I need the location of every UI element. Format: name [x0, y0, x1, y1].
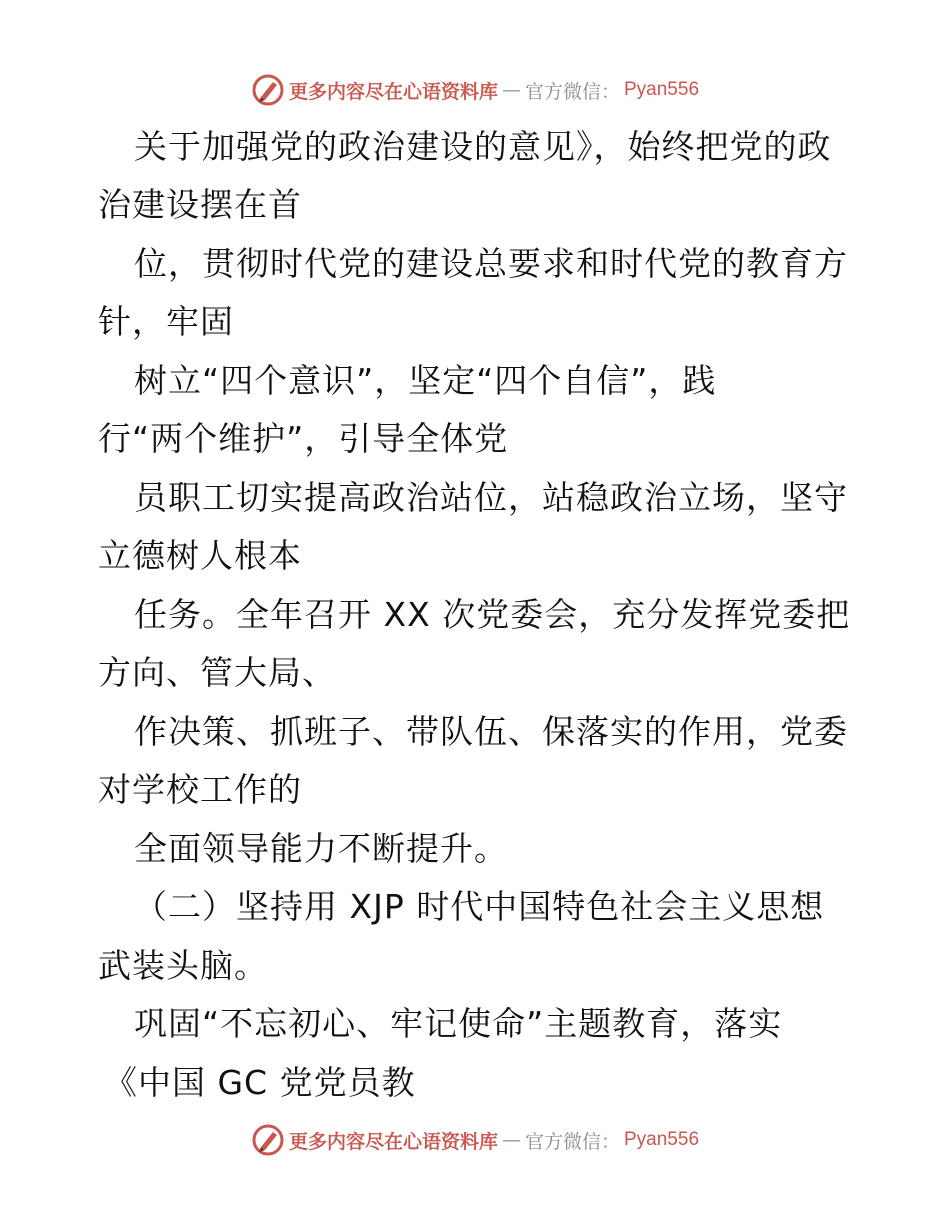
pen-logo-icon — [251, 1123, 285, 1157]
watermark-wechat-label: 官方微信： — [524, 1130, 620, 1153]
text-line: 行“两个维护”，引导全体党 — [98, 419, 509, 458]
watermark-text: 更多内容尽在心语资料库 — [288, 80, 498, 103]
watermark-wechat-label: 官方微信： — [524, 80, 620, 103]
text-line: 位，贯彻时代党的建设总要求和时代党的教育方 — [134, 244, 848, 283]
watermark-text: 更多内容尽在心语资料库 — [288, 1130, 498, 1153]
text-line: 治建设摆在首 — [98, 185, 302, 224]
text-line: 树立“四个意识”，坚定“四个自信”，践 — [134, 361, 717, 400]
text-line: 巩固“不忘初心、牢记使命”主题教育，落实 — [134, 1004, 783, 1043]
watermark-footer — [0, 1120, 950, 1160]
watermark-header — [0, 70, 950, 110]
pen-logo-icon — [251, 73, 285, 107]
watermark-wechat-id: Pyan556 — [624, 1129, 700, 1150]
text-line: 方向、管大局、 — [98, 653, 336, 692]
text-line: 针，牢固 — [98, 302, 234, 341]
section-heading: （二）坚持用 XJP 时代中国特色社会主义思想 — [134, 887, 825, 926]
text-line: 立德树人根本 — [98, 536, 302, 575]
text-line: 《中国 GC 党党员教 — [104, 1063, 416, 1102]
text-line: 员职工切实提高政治站位，站稳政治立场，坚守 — [134, 478, 848, 517]
watermark-separator: — — [501, 1129, 521, 1151]
text-line: 关于加强党的政治建设的意见》，始终把党的政 — [134, 127, 832, 166]
text-line: 任务。全年召开 XX 次党委会，充分发挥党委把 — [134, 595, 851, 634]
text-line: 作决策、抓班子、带队伍、保落实的作用，党委 — [134, 712, 848, 751]
text-line: 全面领导能力不断提升。 — [134, 829, 508, 868]
watermark-wechat-id: Pyan556 — [624, 79, 700, 100]
section-heading-continued: 武装头脑。 — [98, 946, 268, 985]
watermark-separator: — — [501, 79, 521, 101]
text-line: 对学校工作的 — [98, 770, 302, 809]
